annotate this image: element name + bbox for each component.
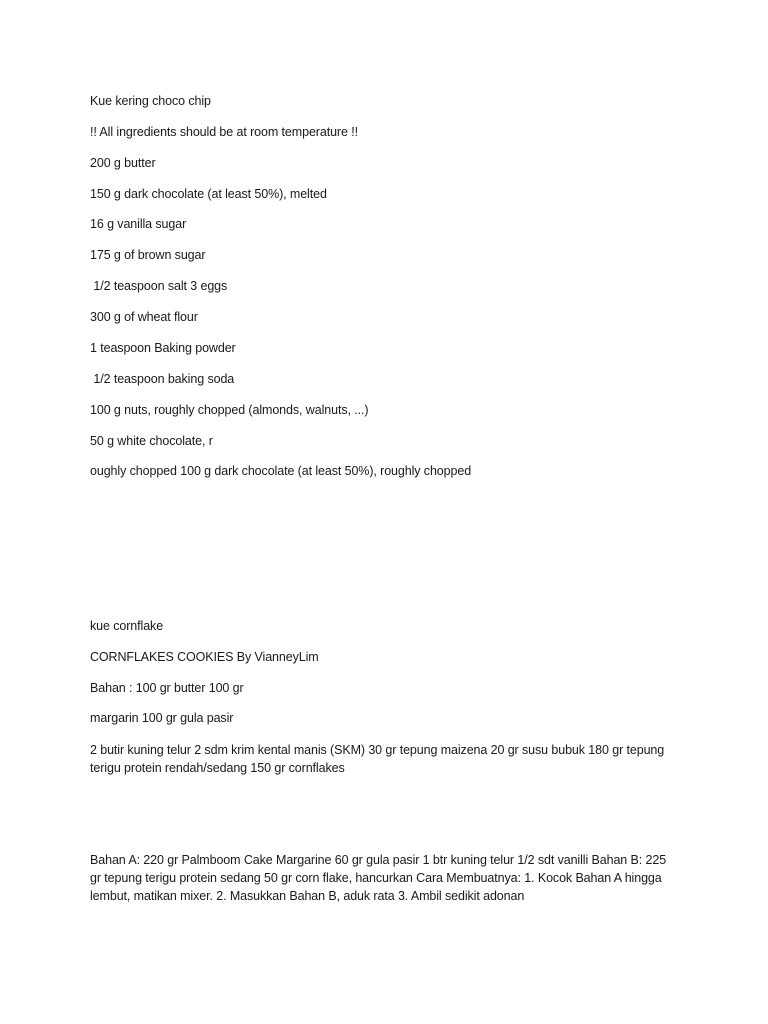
ingredient-line: oughly chopped 100 g dark chocolate (at least 50%), roughly chopped bbox=[90, 464, 472, 478]
ingredient-line: 100 g nuts, roughly chopped (almonds, walnuts, ...) bbox=[90, 403, 369, 417]
ingredient-line: 50 g white chocolate, r bbox=[90, 434, 213, 448]
ingredient-line: 1/2 teaspoon baking soda bbox=[90, 372, 235, 386]
ingredient-line: Bahan : 100 gr butter 100 gr bbox=[90, 681, 244, 695]
recipe-title: kue cornflake bbox=[90, 619, 164, 633]
room-temperature-note: !! All ingredients should be at room temperature !! bbox=[90, 125, 358, 139]
recipe-subtitle: CORNFLAKES COOKIES By VianneyLim bbox=[90, 650, 319, 664]
ingredient-line: 175 g of brown sugar bbox=[90, 248, 206, 262]
ingredient-line: 1/2 teaspoon salt 3 eggs bbox=[90, 279, 228, 293]
ingredient-line: 150 g dark chocolate (at least 50%), melted bbox=[90, 187, 327, 201]
recipe-title: Kue kering choco chip bbox=[90, 94, 211, 108]
ingredient-line: 200 g butter bbox=[90, 156, 156, 170]
ingredient-line: 1 teaspoon Baking powder bbox=[90, 341, 236, 355]
ingredient-line: margarin 100 gr gula pasir bbox=[90, 711, 234, 725]
ingredient-line: 16 g vanilla sugar bbox=[90, 217, 187, 231]
ingredient-line: 300 g of wheat flour bbox=[90, 310, 198, 324]
instructions-paragraph: Bahan A: 220 gr Palmboom Cake Margarine 60 gr gula pasir 1 btr kuning telur 1/2 sdt vanilli Bahan B: 225 gr tepung terigu protein sedang 50 gr corn flake, hancurkan Cara Membuatnya: 1. Kocok Bahan A hingga lembut, matikan mixer. 2. Masukkan Bahan B, aduk rata 3. Ambil sedikit adonan bbox=[90, 853, 667, 903]
ingredient-paragraph: 2 butir kuning telur 2 sdm krim kental manis (SKM) 30 gr tepung maizena 20 gr susu bubuk 180 gr tepung terigu protein rendah/sedang 150 gr cornflakes bbox=[90, 743, 665, 775]
